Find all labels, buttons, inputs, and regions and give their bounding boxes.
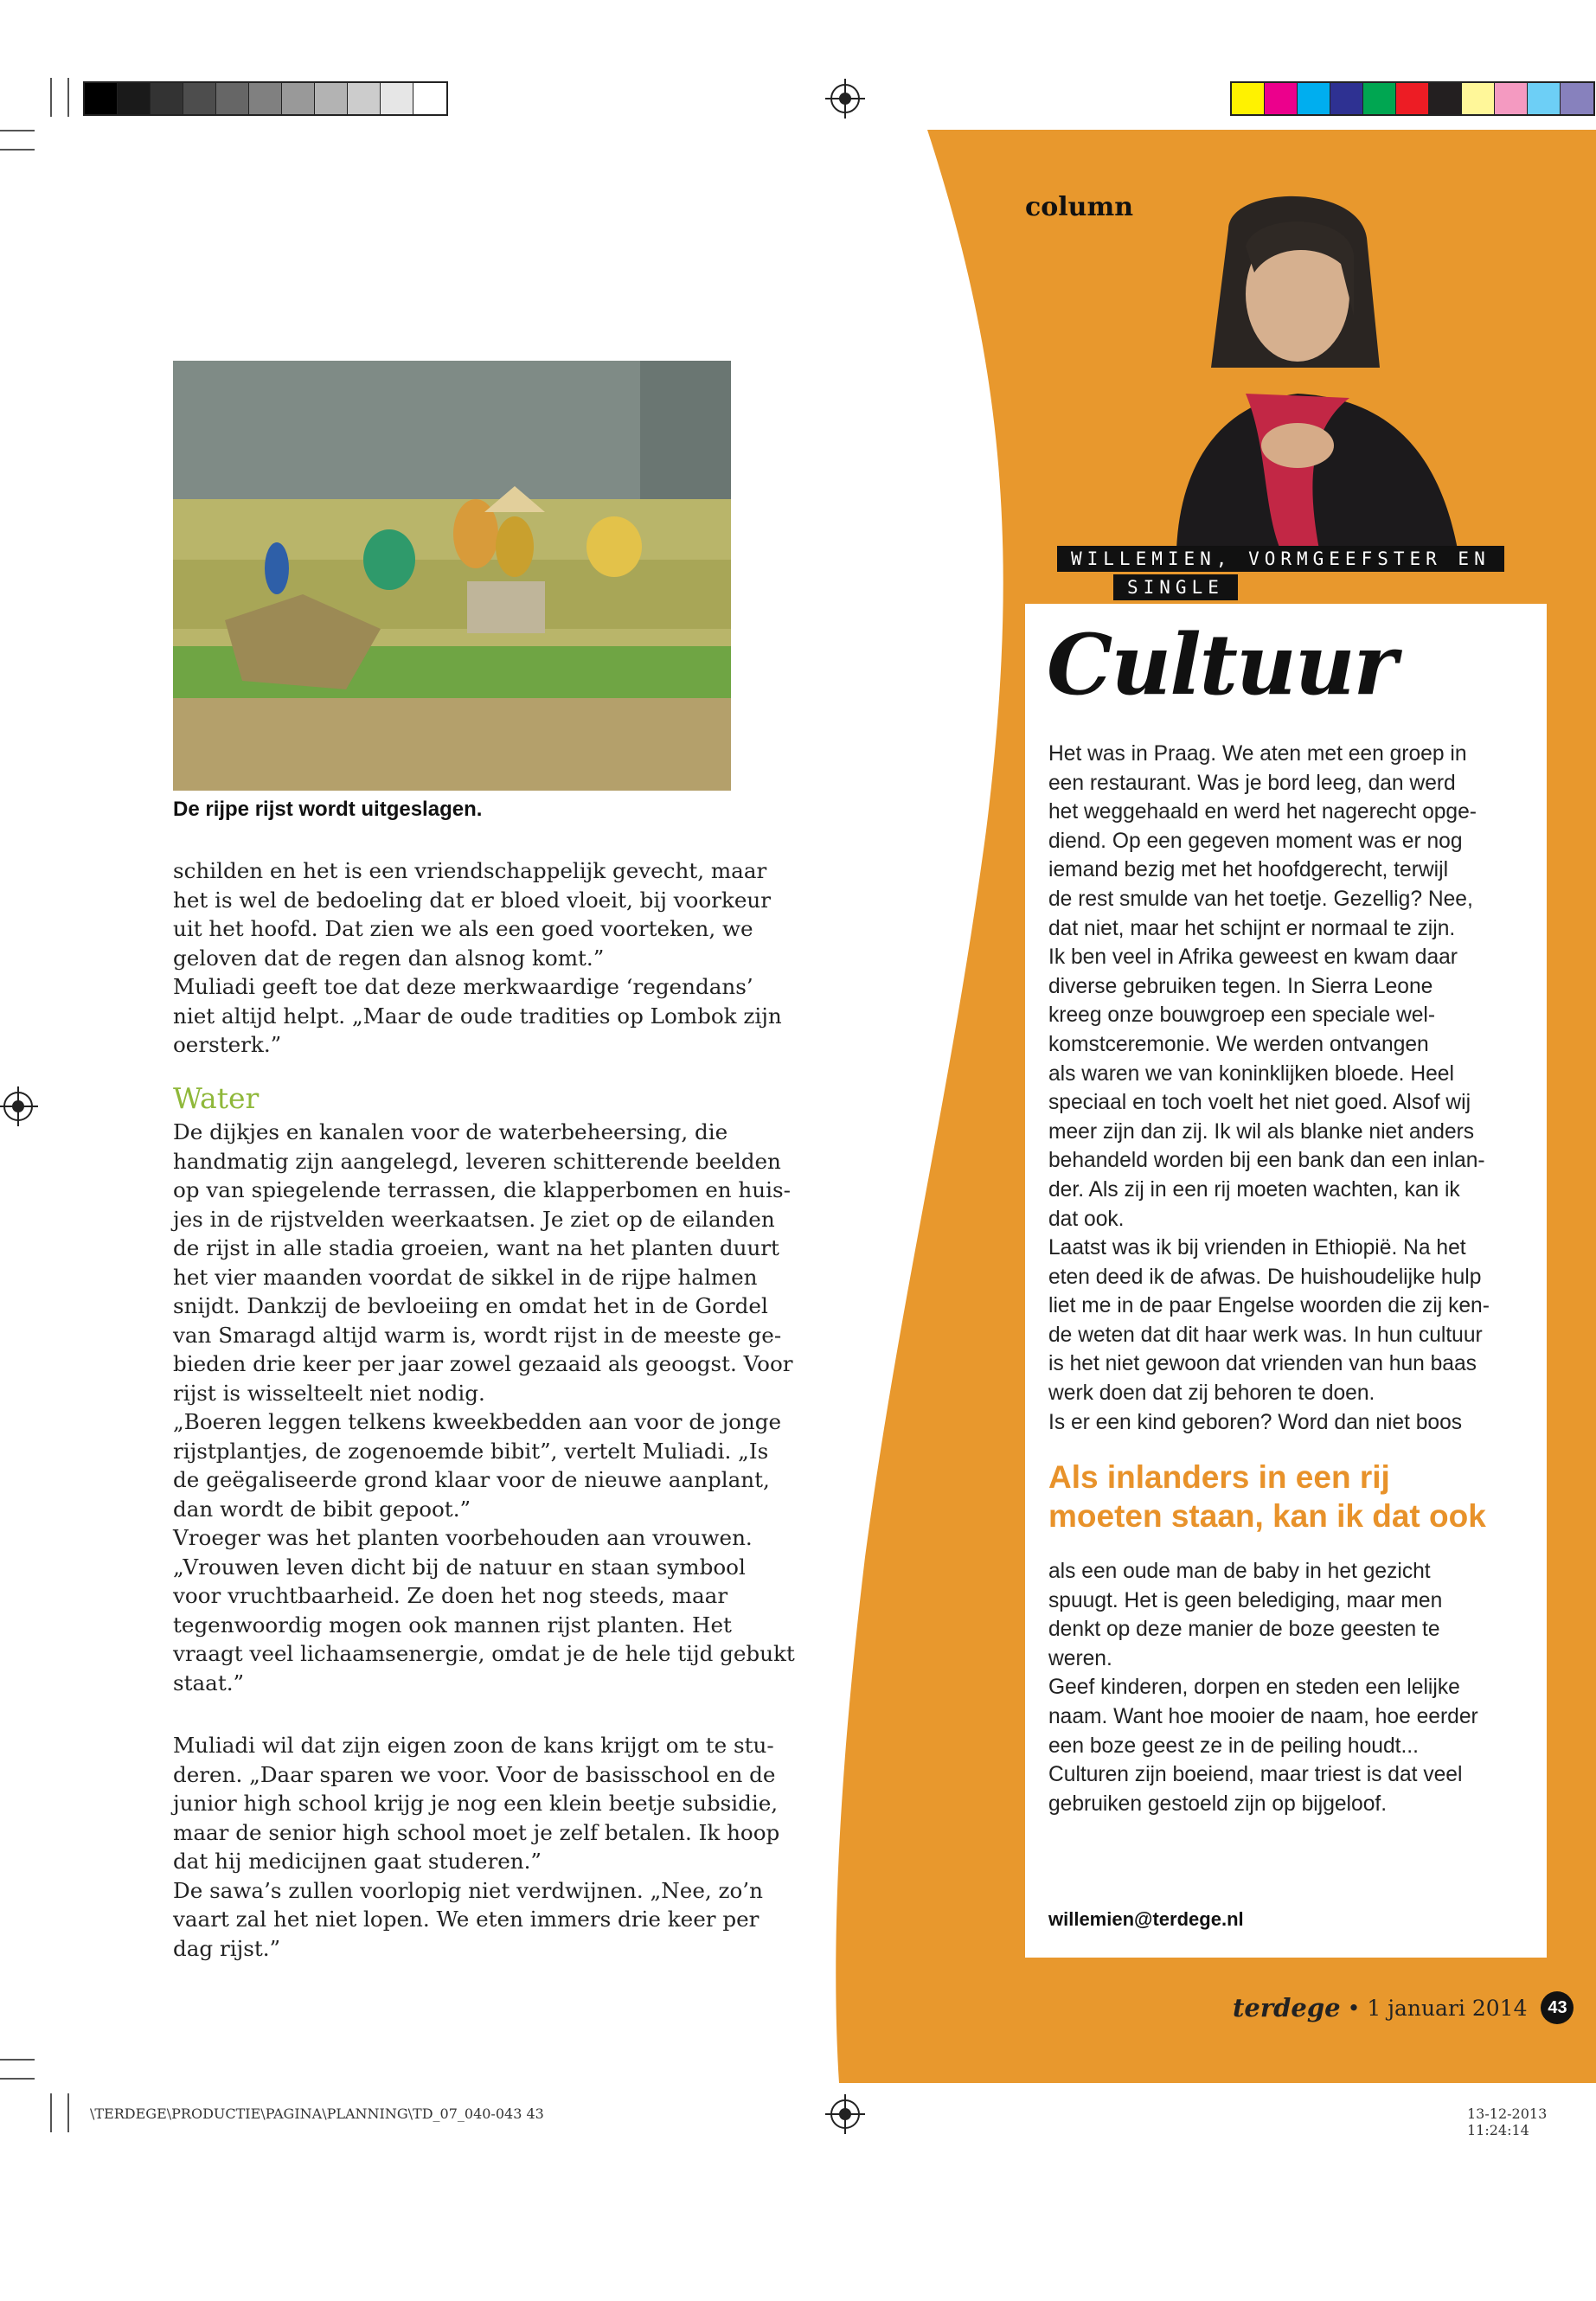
article-line: rijst is wisselteelt niet nodig.: [173, 1380, 485, 1406]
article-line: voor vruchtbaarheid. Ze doen het nog steeds, maar: [173, 1583, 728, 1608]
magazine-brand: terdege: [1233, 1993, 1341, 2022]
rice-harvest-photo: [173, 361, 731, 791]
column-line: spuugt. Het is geen belediging, maar men: [1048, 1588, 1443, 1612]
article-line: geloven dat de regen dan alsnog komt.”: [173, 945, 605, 971]
column-line: een boze geest ze in de peiling houdt...: [1048, 1734, 1419, 1758]
column-line: een restaurant. Was je bord leeg, dan werd: [1048, 771, 1456, 795]
page-footer: [1233, 1991, 1574, 2024]
article-line: de geëgaliseerde grond klaar voor de nieuwe aanplant,: [173, 1467, 770, 1492]
column-line: liet me in de paar Engelse woorden die zij ken-: [1048, 1294, 1490, 1318]
issue-date: 1 januari 2014: [1367, 1995, 1528, 2021]
article-text-water: [173, 1118, 795, 1697]
pullquote: [1048, 1458, 1486, 1535]
article-line: niet altijd helpt. „Maar de oude tradities op Lombok zijn: [173, 1003, 782, 1029]
pullquote-line: moeten staan, kan ik dat ook: [1048, 1498, 1486, 1534]
column-line: denkt op deze manier de boze geesten te: [1048, 1618, 1440, 1642]
column-line: dat ook.: [1048, 1207, 1125, 1231]
article-line: deren. „Daar sparen we voor. Voor de basisschool en de: [173, 1761, 776, 1787]
article-line: tegenwoordig mogen ook mannen rijst planten. Het: [173, 1612, 732, 1638]
author-email: willemien@terdege.nl: [1048, 1908, 1244, 1930]
article-line: Vroeger was het planten voorbehouden aan vrouwen.: [173, 1525, 753, 1550]
column-line: meer zijn dan zij. Ik wil als blanke niet anders: [1048, 1119, 1475, 1144]
article-line: dan wordt de bibit gepoot.”: [173, 1496, 471, 1522]
article-line: snijdt. Dankzij de bevloeiing en omdat het in de Gordel: [173, 1293, 768, 1318]
article-line: „Boeren leggen telkens kweekbedden aan voor de jonge: [173, 1409, 782, 1434]
column-line: behandeld worden bij een bank dan een inlan-: [1048, 1149, 1485, 1173]
article-line: Muliadi geeft toe dat deze merkwaardige ‘regendans’: [173, 974, 753, 999]
article-text-bottom: [173, 1731, 780, 1963]
column-text-bottom: [1048, 1557, 1533, 1818]
article-line: jes in de rijstvelden weerkaatsen. Je ziet op de eilanden: [173, 1206, 775, 1232]
column-line: weren.: [1048, 1646, 1112, 1670]
article-line: De sawa’s zullen voorlopig niet verdwijnen. „Nee, zo’n: [173, 1877, 763, 1903]
article-line: junior high school krijg je nog een klein beetje subsidie,: [173, 1791, 779, 1816]
article-line: het is wel de bedoeling dat er bloed vloeit, bij voorkeur: [173, 887, 771, 913]
column-line: Ik ben veel in Afrika geweest en kwam daar: [1048, 945, 1458, 970]
column-line: als waren we van koninklijken bloede. Heel: [1048, 1061, 1454, 1086]
column-line: diend. Op een gegeven moment was er nog: [1048, 829, 1463, 853]
column-line: is het niet gewoon dat vrienden van hun baas: [1048, 1352, 1477, 1376]
column-line: de weten dat dit haar werk was. In hun cultuur: [1048, 1323, 1483, 1347]
article-line: handmatig zijn aangelegd, leveren schitterende beelden: [173, 1148, 781, 1174]
column-line: Het was in Praag. We aten met een groep in: [1048, 742, 1467, 766]
article-line: rijstplantjes, de zogenoemde bibit”, vertelt Muliadi. „Is: [173, 1438, 769, 1464]
article-line: De dijkjes en kanalen voor de waterbeheersing, die: [173, 1119, 728, 1144]
article-line: Muliadi wil dat zijn eigen zoon de kans krijgt om te stu-: [173, 1733, 774, 1758]
article-line: op van spiegelende terrassen, die klapperbomen en huis-: [173, 1177, 791, 1202]
article-line: de rijst in alle stadia groeien, want na het planten duurt: [173, 1235, 779, 1260]
column-line: de rest smulde van het toetje. Gezellig? Nee,: [1048, 887, 1473, 911]
column-line: Geef kinderen, dorpen en steden een lelijke: [1048, 1676, 1460, 1700]
column-line: als een oude man de baby in het gezicht: [1048, 1560, 1431, 1583]
column-line: gebruiken gestoeld zijn op bijgeloof.: [1048, 1791, 1388, 1816]
article-line: van Smaragd altijd warm is, wordt rijst in de meeste ge-: [173, 1322, 782, 1348]
article-line: dat hij medicijnen gaat studeren.”: [173, 1849, 542, 1874]
article-line: vraagt veel lichaamsenergie, omdat je de hele tijd gebukt: [173, 1641, 795, 1666]
column-text-top: [1048, 740, 1533, 1437]
columnist-tag-line1: WILLEMIEN, VORMGEEFSTER EN: [1057, 546, 1504, 572]
section-label: column: [1025, 192, 1134, 222]
photo-caption: De rijpe rijst wordt uitgeslagen.: [173, 798, 483, 821]
column-line: komstceremonie. We werden ontvangen: [1048, 1032, 1429, 1056]
pullquote-line: Als inlanders in een rij: [1048, 1459, 1390, 1495]
article-line: schilden en het is een vriendschappelijk gevecht, maar: [173, 858, 767, 883]
column-line: werk doen dat zij behoren te doen.: [1048, 1381, 1375, 1406]
column-line: naam. Want hoe mooier de naam, hoe eerder: [1048, 1704, 1478, 1728]
article-line: bieden drie keer per jaar zowel gezaaid als geoogst. Voor: [173, 1351, 793, 1376]
print-slug-timestamp: 13-12-2013 11:24:14: [1467, 2106, 1548, 2138]
column-line: Is er een kind geboren? Word dan niet boos: [1048, 1410, 1463, 1434]
article-line: dag rijst.”: [173, 1935, 281, 1961]
column-line: der. Als zij in een rij moeten wachten, kan ik: [1048, 1177, 1460, 1202]
column-line: diverse gebruiken tegen. In Sierra Leone: [1048, 974, 1433, 998]
article-line: uit het hoofd. Dat zien we als een goed voorteken, we: [173, 916, 753, 941]
footer-separator: •: [1347, 1995, 1361, 2021]
column-line: dat niet, maar het schijnt er normaal te zijn.: [1048, 916, 1456, 940]
column-title: Cultuur: [1047, 616, 1396, 714]
article-line: „Vrouwen leven dicht bij de natuur en staan symbool: [173, 1554, 746, 1580]
article-line: oersterk.”: [173, 1032, 282, 1057]
column-line: speciaal en toch voelt het niet goed. Alsof wij: [1048, 1091, 1471, 1115]
column-line: Laatst was ik bij vrienden in Ethiopië. Na het: [1048, 1236, 1466, 1260]
page-number: 43: [1541, 1991, 1574, 2024]
print-slug-path: \TERDEGE\PRODUCTIE\PAGINA\PLANNING\TD_07_040-043 43: [90, 2106, 544, 2122]
article-line: staat.”: [173, 1670, 245, 1695]
article-text-top: [173, 856, 782, 1060]
column-line: iemand bezig met het hoofdgerecht, terwijl: [1048, 858, 1449, 882]
columnist-portrait: [1159, 195, 1488, 549]
column-line: het weggehaald en werd het nagerecht opge-: [1048, 800, 1477, 824]
column-line: kreeg onze bouwgroep een speciale wel-: [1048, 1003, 1436, 1028]
columnist-tag-line2: SINGLE: [1113, 574, 1238, 600]
article-line: vaart zal het niet lopen. We eten immers drie keer per: [173, 1907, 760, 1932]
column-line: eten deed ik de afwas. De huishoudelijke hulp: [1048, 1265, 1482, 1289]
section-heading-water: Water: [173, 1081, 260, 1115]
article-line: het vier maanden voordat de sikkel in de rijpe halmen: [173, 1264, 758, 1290]
column-line: Culturen zijn boeiend, maar triest is dat veel: [1048, 1763, 1463, 1787]
article-line: maar de senior high school moet je zelf betalen. Ik hoop: [173, 1819, 780, 1845]
